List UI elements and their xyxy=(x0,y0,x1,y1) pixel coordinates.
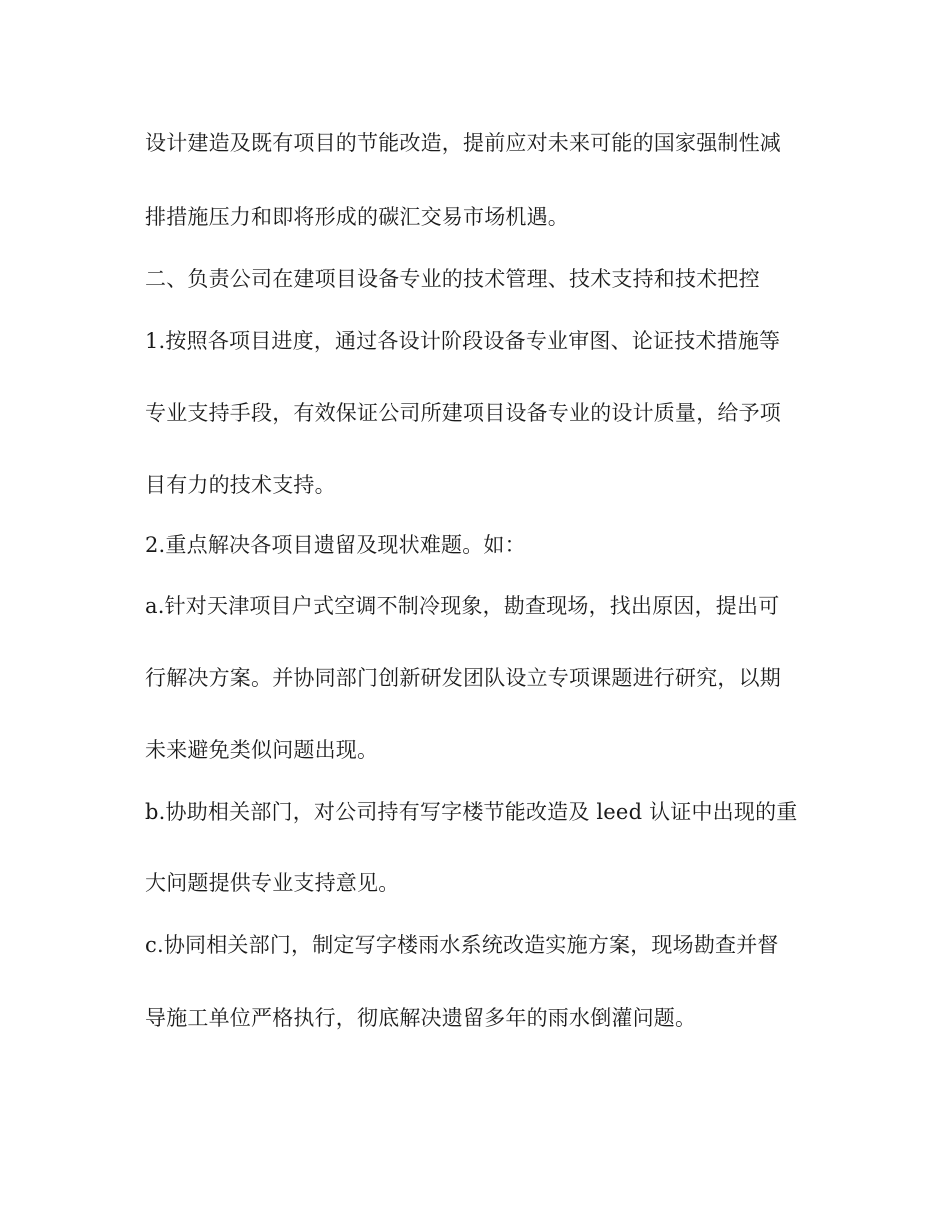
text-line: a.针对天津项目户式空调不制冷现象，勘查现场，找出原因，提出可 xyxy=(145,594,780,618)
text-line: 大问题提供专业支持意见。 xyxy=(145,871,400,895)
text-line: b.协助相关部门，对公司持有写字楼节能改造及 leed 认证中出现的重 xyxy=(145,800,798,824)
text-line: 1.按照各项目进度，通过各设计阶段设备专业审图、论证技术措施等 xyxy=(145,329,781,353)
text-line: 设计建造及既有项目的节能改造，提前应对未来可能的国家强制性减 xyxy=(145,131,781,155)
text-line: 未来避免类似问题出现。 xyxy=(145,738,379,762)
text-line: 专业支持手段，有效保证公司所建项目设备专业的设计质量，给予项 xyxy=(145,401,781,425)
text-line: 行解决方案。并协同部门创新研发团队设立专项课题进行研究，以期 xyxy=(145,666,781,690)
text-line: 目有力的技术支持。 xyxy=(145,473,336,497)
text-line: 导施工单位严格执行，彻底解决遗留多年的雨水倒灌问题。 xyxy=(145,1006,697,1030)
text-line: 2.重点解决各项目遗留及现状难题。如： xyxy=(145,533,526,557)
text-line: 排措施压力和即将形成的碳汇交易市场机遇。 xyxy=(145,205,569,229)
section-heading: 二、负责公司在建项目设备专业的技术管理、技术支持和技术把控 xyxy=(145,267,760,291)
text-line: c.协同相关部门，制定写字楼雨水系统改造实施方案，现场勘查并督 xyxy=(145,933,779,957)
